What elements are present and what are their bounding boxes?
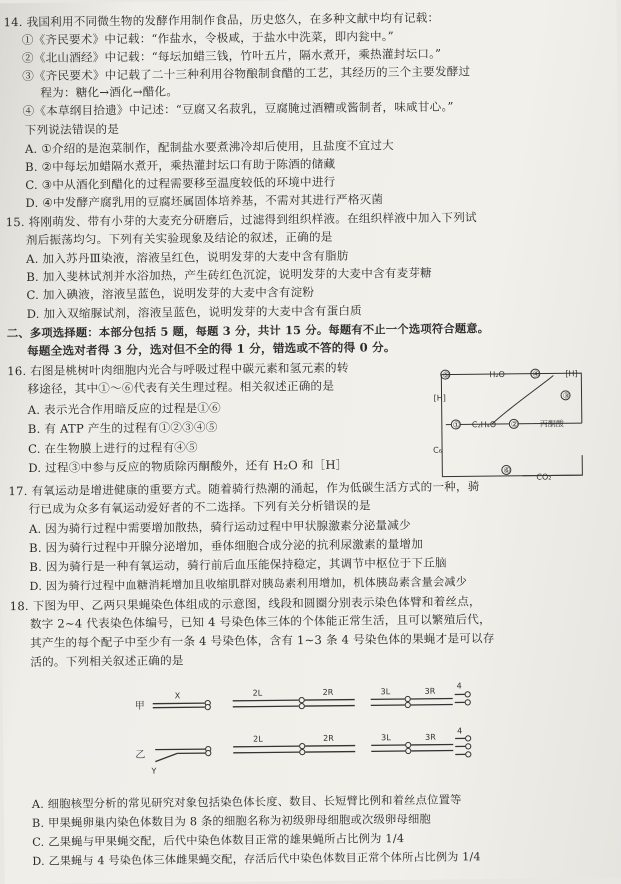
diagram18-label-yi: 乙 (135, 749, 145, 761)
q15-stem-cont: 剂后振荡均匀。下列有关实验现象及结论的叙述，正确的是 (26, 230, 333, 248)
diagram16-label-h-left: [H] (434, 394, 446, 403)
q16-option-b: B. 有 ATP 产生的过程有①②③④⑤ (28, 420, 218, 437)
diagram18-label-3r-b: 3R (425, 733, 436, 742)
q15-option-b: B. 加入斐林试剂并水浴加热，产生砖红色沉淀，说明发芽的大麦中含有麦芽糖 (26, 266, 432, 285)
diagram18-label-x: X (175, 691, 181, 700)
q15-stem: 15. 将刚萌发、带有小芽的大麦充分研磨后，过滤得到组织样液。在组织样液中加入下列试 (6, 210, 477, 230)
q14-item-4: ④《本草纲目拾遗》中记述：“豆腐又名菽乳，豆腐腌过酒糟或酱制者，味咸甘心。” (22, 99, 453, 119)
q17-option-a: A. 因为骑行过程中需要增加散热，骑行运动过程中甲状腺激素分泌量减少 (29, 518, 411, 537)
q14-prompt: 下列说法错误的是 (25, 122, 120, 138)
q15-option-c: C. 加入碘液，溶液呈蓝色，说明发芽的大麦中含有淀粉 (26, 285, 314, 303)
q17-option-c: B. 因为骑行是一种有氧运动，骑行前后血压能保持稳定，其调节中枢位于下丘脑 (29, 556, 447, 575)
q18-diagram (133, 678, 504, 792)
q16-option-d: D. 过程③中参与反应的物质除丙酮酸外，还有 H₂O 和［H］ (28, 458, 347, 476)
q18-option-c: C. 乙果蝇与甲果蝇交配，后代中染色体数目正常的雄果蝇所占比例为 1/4 (32, 831, 404, 850)
q17-option-b: B. 因为骑行过程中开腺分泌增加，垂体细胞合成分泌的抗利尿激素的量增加 (29, 537, 423, 556)
q15-option-d: D. 加入双缩脲试剂，溶液呈蓝色，说明发芽的大麦中含有蛋白质 (27, 303, 362, 322)
diagram16-label-6: ⑥ (503, 466, 510, 475)
q17-stem-cont: 行已成为众多有氧运动爱好者的不二选择。下列有关分析错误的是 (29, 498, 371, 517)
q14-option-d: D. ④中发酵产腐乳用的豆腐坯属固体培养基，不需对其进行严格灭菌 (25, 192, 383, 211)
q18-stem-cont-3: 活的。下列相关叙述正确的是 (30, 653, 183, 670)
q18-option-d: D. 乙果蝇与 4 号染色体三体雌果蝇交配，存活后代中染色体数目正常个体所占比例为 1/4 (32, 849, 480, 869)
q18-stem-cont-1: 数字 2~4 代表染色体编号，已知 4 号染色体三体的个体能正常生活，且可以繁殖后代， (30, 612, 491, 632)
q18-option-b: B. 甲果蝇卵巢内染色体数目为 8 条的细胞名称为初级卵母细胞或次级卵母细胞 (32, 812, 431, 831)
diagram16-label-5: ⑤ (442, 371, 449, 380)
diagram18-label-2l-a: 2L (253, 689, 263, 698)
section-2-rules: 每题全选对者得 3 分，选对但不全的得 1 分，错选或不答的得 0 分。 (27, 340, 396, 359)
diagram16-label-2: ② (511, 420, 518, 429)
q17-stem: 17. 有氧运动是增进健康的重要方式。随着骑行热潮的涌起，作为低碳生活方式的一种，骑 (8, 479, 479, 499)
q14-item-3: ③《齐民要术》中记载了二十三种利用谷物酿制食醋的工艺，其经历的三个主要发酵过 (22, 64, 470, 84)
diagram18-label-4-a: 4 (457, 681, 462, 690)
diagram16-label-h2o: H₂O (489, 370, 505, 379)
diagram18-label-3l-b: 3L (381, 733, 391, 742)
diagram18-label-2r-a: 2R (323, 688, 334, 697)
diagram16-label-h-right: [H] (565, 369, 577, 378)
q14-item-3-cont: 程为：糖化→酒化→醋化。 (40, 84, 178, 100)
section-2-heading: 二、多项选择题：本部分包括 5 题，每题 3 分，共计 15 分。每题有不止一个选项符合题意。 (7, 321, 490, 341)
diagram16-label-3: ③ (562, 391, 569, 400)
q16-diagram (431, 365, 607, 485)
q16-option-a: A. 表示光合作用暗反应的过程是①⑥ (28, 401, 221, 418)
q16-stem: 16. 右图是桃树叶肉细胞内光合与呼吸过程中碳元素和氢元素的转 (7, 361, 348, 380)
diagram18-label-3r-a: 3R (425, 687, 436, 696)
q16-option-c: C. 在生物膜上进行的过程有④⑤ (28, 440, 198, 457)
diagram16-label-c6: C₆ (433, 446, 442, 455)
diagram18-label-4-b: 4 (457, 726, 462, 735)
diagram16-label-pyruvate: 丙酮酸 (540, 418, 565, 428)
q14-stem: 14. 我国利用不同微生物的发酵作用制作食品，历史悠久，在多种文献中均有记载： (4, 11, 440, 31)
q18-option-a: A. 细胞核型分析的常见研究对象包括染色体长度、数目、长短臂比例和着丝点位置等 (32, 792, 462, 812)
diagram18-label-3l-a: 3L (381, 687, 391, 696)
q17-option-d: D. 因为骑行过程中血糖消耗增加且收缩肌群对胰岛素利用增加，机体胰岛素含量会减少 (29, 574, 467, 594)
diagram18-label-y: Y (150, 767, 156, 776)
diagram18-label-jia: 甲 (135, 700, 145, 712)
diagram18-label-2r-b: 2R (323, 734, 334, 743)
q15-option-a: A. 加入苏丹Ⅲ染液，溶液呈红色，说明发芽的大麦中含有脂肪 (26, 249, 349, 267)
diagram16-label-co2: CO₂ (536, 472, 551, 481)
q14-option-c: C. ③中从酒化到醋化的过程需要移至温度较低的环境中进行 (25, 175, 335, 193)
diagram18-label-2l-b: 2L (253, 735, 263, 744)
diagram16-label-1: ① (453, 420, 460, 429)
q18-stem-cont-2: 其产生的每个配子中至少有一条 4 号染色体，含有 1~3 条 4 号染色体的果蝇才是可以存 (30, 631, 495, 651)
q16-stem-cont: 移途径，其中①～⑥代表有关生理过程。相关叙述正确的是 (27, 379, 334, 397)
q14-item-2: ②《北山酒经》中记载：“每坛加蜡三钱，竹叶五片，隔水煮开，乘热灌封坛口。” (22, 47, 441, 66)
diagram16-label-c2h4o: C₂H₄O (472, 420, 496, 429)
q14-option-a: A. ①介绍的是泡菜制作，配制盐水要煮沸冷却后使用，且盐度不宜过大 (25, 138, 394, 157)
diagram16-label-4: ④ (532, 370, 539, 379)
q14-option-b: B. ②中每坛加蜡隔水煮开，乘热灌封坛口有助于陈酒的储藏 (25, 157, 335, 175)
q14-item-1: ①《齐民要术》中记载：“作盐水，令极咸，于盐水中洗菜，即内瓮中。” (22, 29, 394, 48)
q18-stem: 18. 下图为甲、乙两只果蝇染色体组成的示意图，线段和圆圈分别表示染色体臂和着丝点， (10, 594, 481, 614)
